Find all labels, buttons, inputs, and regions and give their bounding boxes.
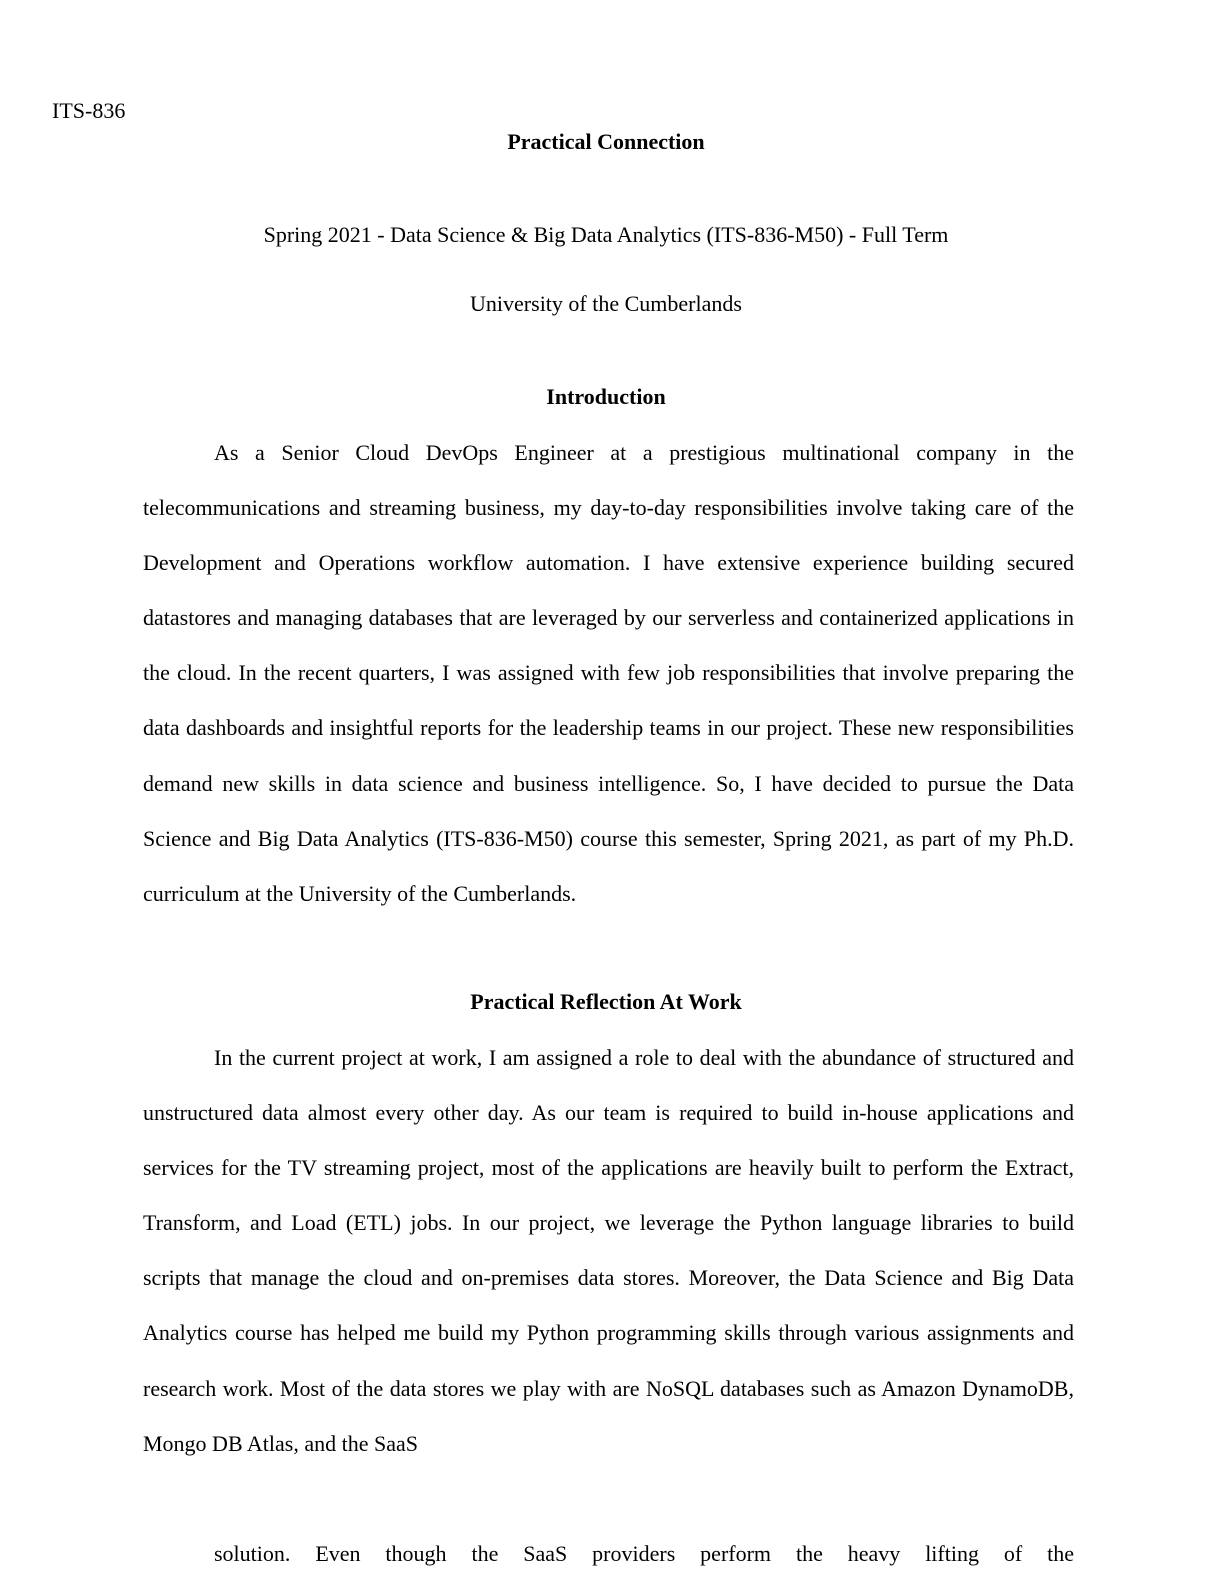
university-name: University of the Cumberlands bbox=[470, 291, 742, 316]
introduction-paragraph: As a Senior Cloud DevOps Engineer at a prestigious multinational company in the telecommunications and streaming business, my day-to-day responsibilities involve taking care of the Development and Operations workflow automation. I have extensive experience building secured datastores and managing databases that are leveraged by our serverless and containerized applications in the cloud. In the recent quarters, I was assigned with few job responsibilities that involve preparing the data dashboards and insightful reports for the leadership teams in our project. These new responsibilities demand new skills in data science and business intelligence. So, I have decided to pursue the Data Science and Big Data Analytics (ITS-836-M50) course this semester, Spring 2021, as part of my Ph.D. curriculum at the University of the Cumberlands. bbox=[143, 440, 1074, 906]
section-heading-practical-reflection: Practical Reflection At Work bbox=[470, 989, 742, 1014]
document-title: Practical Connection bbox=[507, 129, 705, 154]
course-line: Spring 2021 - Data Science & Big Data Analytics (ITS-836-M50) - Full Term bbox=[263, 222, 949, 247]
document-code: ITS-836 bbox=[52, 98, 126, 123]
practical-reflection-paragraph: In the current project at work, I am assigned a role to deal with the abundance of structured and unstructured data almost every other day. As our team is required to build in-house applications and services for the TV streaming project, most of the applications are heavily built to perform the Extract, Transform, and Load (ETL) jobs. In our project, we leverage the Python language libraries to build scripts that manage the cloud and on-premises data stores. Moreover, the Data Science and Big Data Analytics course has helped me build my Python programming skills through various assignments and research work. Most of the data stores we play with are NoSQL databases such as Amazon DynamoDB, Mongo DB Atlas, and the SaaS bbox=[143, 1045, 1074, 1456]
continuation-line: solution. Even though the SaaS providers perform the heavy lifting of the bbox=[214, 1541, 1074, 1566]
section-heading-introduction: Introduction bbox=[546, 384, 666, 409]
